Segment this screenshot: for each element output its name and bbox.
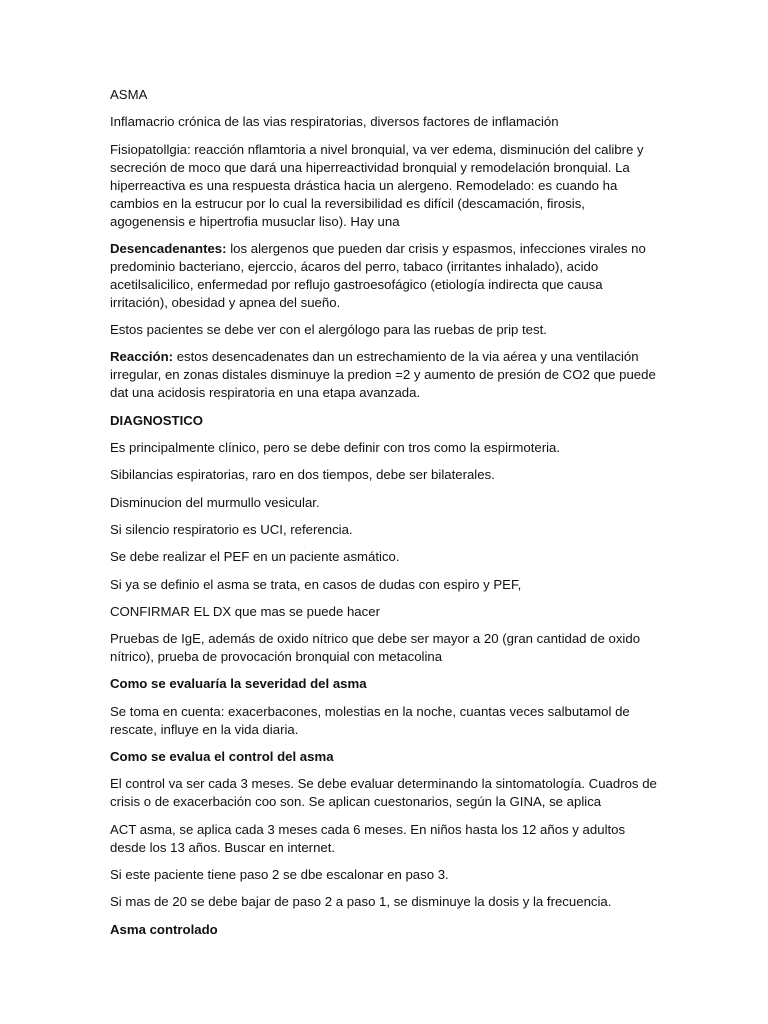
control-heading: Como se evalua el control del asma	[110, 749, 334, 765]
controlado-heading: Asma controlado	[110, 921, 218, 937]
diagnostico-item: Es principalmente clínico, pero se debe definir con tros como la espirmoteria.	[110, 440, 561, 456]
diagnostico-item: CONFIRMAR EL DX que mas se puede hacer	[110, 603, 380, 619]
control-item: ACT asma, se aplica cada 3 meses cada 6 meses. En niños hasta los 12 años y adultos desde los 13 años. Buscar en internet.	[110, 821, 626, 855]
severidad-heading: Como se evaluaría la severidad del asma	[110, 676, 367, 692]
diagnostico-item: Se debe realizar el PEF en un paciente asmático.	[110, 549, 400, 565]
reaccion-paragraph	[110, 348, 662, 402]
reaccion-label: Reacción:	[110, 349, 174, 365]
control-item: Si mas de 20 se debe bajar de paso 2 a paso 1, se disminuye la dosis y la frecuencia.	[110, 894, 612, 910]
reaccion-text: estos desencadenates dan un estrechamiento de la via aérea y una ventilación irregular, en zonas distales disminuye la predion =2 y aumento de presión de CO2 que puede dat una acidosis respiratoria en una etapa avanzada.	[110, 349, 656, 401]
diagnostico-item: Disminucion del murmullo vesicular.	[110, 494, 320, 510]
severidad-paragraph: Se toma en cuenta: exacerbacones, molestias en la noche, cuantas veces salbutamol de rescate, influye en la vida diaria.	[110, 703, 630, 737]
control-item: El control va ser cada 3 meses. Se debe evaluar determinando la sintomatología. Cuadros de crisis o de exacerbación coo son. Se aplican cuestonarios, según la GINA, se aplica	[110, 776, 657, 810]
alergologo-paragraph: Estos pacientes se debe ver con el alergólogo para las ruebas de prip test.	[110, 322, 547, 338]
control-item: Si este paciente tiene paso 2 se dbe escalonar en paso 3.	[110, 866, 449, 882]
diagnostico-item: Pruebas de IgE, además de oxido nítrico que debe ser mayor a 20 (gran cantidad de oxido nítrico), prueba de provocación bronquial con metacolina	[110, 631, 641, 665]
diagnostico-item: Sibilancias espiratorias, raro en dos tiempos, debe ser bilaterales.	[110, 467, 495, 483]
document-title: ASMA	[110, 87, 148, 102]
diagnostico-heading: DIAGNOSTICO	[110, 412, 204, 428]
diagnostico-item: Si ya se definio el asma se trata, en casos de dudas con espiro y PEF,	[110, 576, 522, 592]
desencadenantes-text: los alergenos que pueden dar crisis y espasmos, infecciones virales no predominio bacteriano, ejerccio, ácaros del perro, tabaco (irritantes inhalado), acido acetilsalicilico, enfermedad por reflujo gastroesofágico (etiología indirecta que causa irritación), obesidad y apnea del sueño.	[110, 240, 646, 310]
document-body	[110, 86, 662, 948]
desencadenantes-paragraph	[110, 240, 662, 312]
definition-paragraph: Inflamacrio crónica de las vias respiratorias, diversos factores de inflamación	[110, 114, 559, 130]
diagnostico-item: Si silencio respiratorio es UCI, referencia.	[110, 521, 353, 537]
fisiopatologia-paragraph: Fisiopatollgia: reacción nflamtoria a nivel bronquial, va ver edema, disminución del calibre y secreción de moco que dará una hiperreactividad bronquial y remodelación bronquial. La hiperreactiva es una respuesta drástica hacia un alergeno. Remodelado: es cuando ha cambios en la estrucur por lo cual la reversibilidad es difícil (descamación, firosis, agogenensis e hipertrofia musuclar liso). Hay una	[110, 141, 644, 229]
desencadenantes-label: Desencadenantes:	[110, 240, 227, 256]
